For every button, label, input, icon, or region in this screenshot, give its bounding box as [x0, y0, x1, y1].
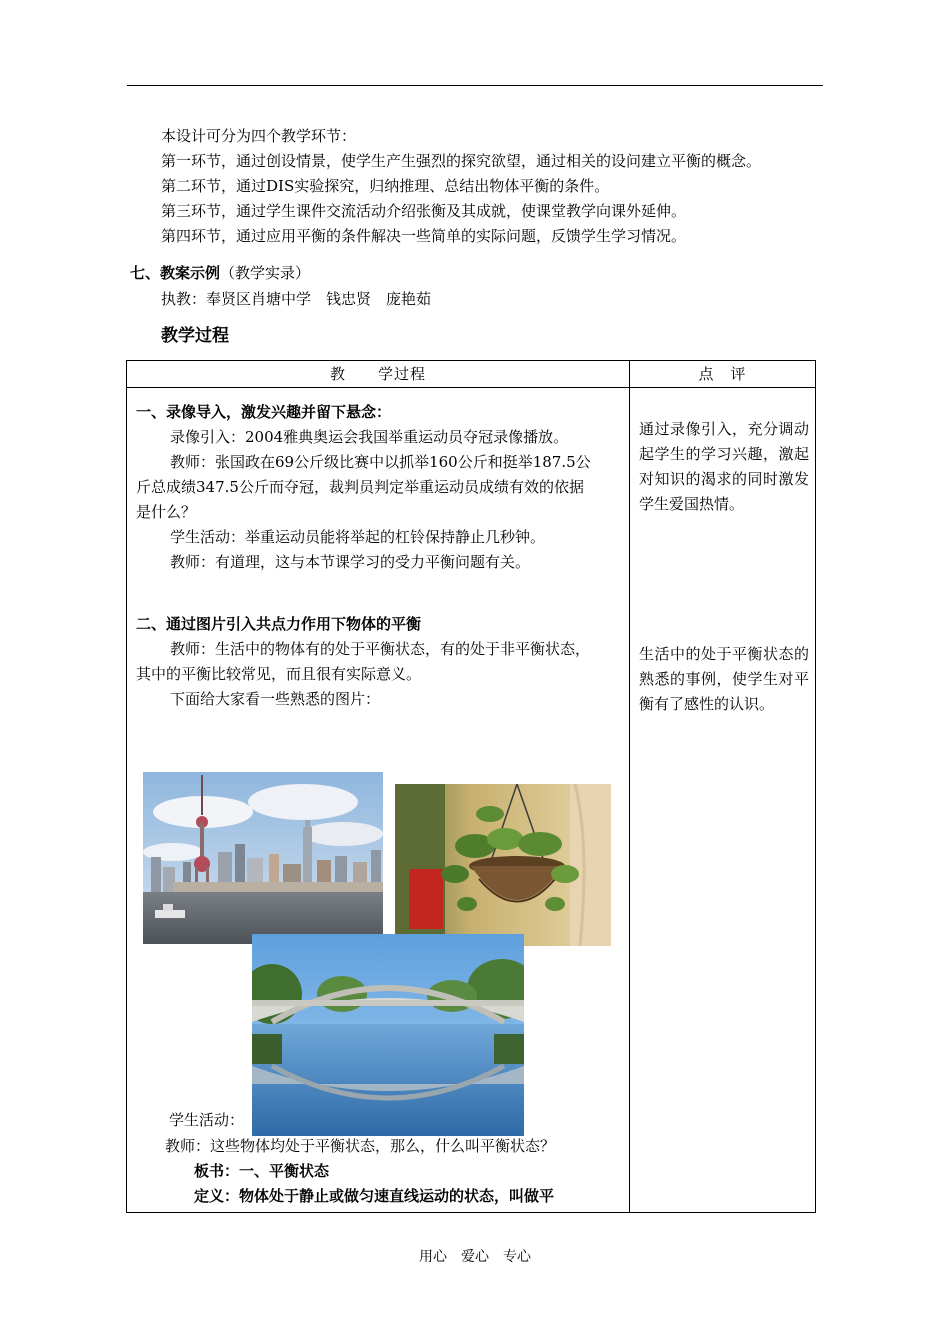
- skyline-photo: [143, 772, 383, 944]
- header-divider: [127, 387, 815, 388]
- board-note: 板书：一、平衡状态: [194, 1162, 330, 1180]
- part2-teacher: 教师：生活中的物体有的处于平衡状态，有的处于非平衡状态，其中的平衡比较常见，而且很有实际意义。: [136, 640, 591, 683]
- process-title: 教学过程: [161, 326, 229, 346]
- header-rule: [127, 85, 823, 86]
- definition-line: 定义：物体处于静止或做匀速直线运动的状态，叫做平: [194, 1187, 555, 1205]
- intro-line: 第一环节，通过创设情景，使学生产生强烈的探究欲望，通过相关的设问建立平衡的概念。: [161, 152, 762, 170]
- part1-student: 学生活动：举重运动员能将举起的杠铃保持静止几秒钟。: [170, 528, 546, 546]
- teachers-line: 执教：奉贤区肖塘中学 钱忠贤 庞艳茹: [161, 290, 432, 308]
- bridge-photo: [252, 934, 524, 1136]
- header-comment: 点 评: [698, 365, 747, 383]
- intro-line: 第三环节，通过学生课件交流活动介绍张衡及其成就，使课堂教学向课外延伸。: [161, 202, 687, 220]
- part1-teacher: 教师：张国政在69公斤级比赛中以抓举160公斤和挺举187.5公斤总成绩347.5公斤而夺冠，裁判员判定举重运动员成绩有效的依据是什么？: [136, 453, 591, 521]
- part2-teacher-question: 教师：这些物体均处于平衡状态，那么，什么叫平衡状态？: [165, 1137, 556, 1155]
- column-divider: [629, 361, 630, 1212]
- part1-video: 录像引入：2004雅典奥运会我国举重运动员夺冠录像播放。: [170, 428, 569, 446]
- part1-teacher-reply: 教师：有道理，这与本节课学习的受力平衡问题有关。: [170, 553, 531, 571]
- comment-1: 通过录像引入，充分调动起学生的学习兴趣，激起对知识的渴求的同时激发学生爱国热情。: [639, 420, 809, 513]
- header-process: 教 学过程: [329, 365, 426, 383]
- intro-line: 本设计可分为四个教学环节：: [161, 127, 357, 145]
- comment-2: 生活中的处于平衡状态的熟悉的事例，使学生对平衡有了感性的认识。: [639, 645, 809, 713]
- plant-photo: [395, 784, 611, 946]
- section-7-subtitle: （教学实录）: [220, 264, 311, 282]
- section-7-title: 七、教案示例: [130, 264, 221, 282]
- intro-line: 第四环节，通过应用平衡的条件解决一些简单的实际问题，反馈学生学习情况。: [161, 227, 687, 245]
- page-footer: 用心 爱心 专心: [419, 1249, 531, 1265]
- section-7-heading: [130, 261, 310, 286]
- part2-student-activity: 学生活动：: [169, 1111, 245, 1129]
- part1-block: [136, 400, 594, 575]
- part1-heading: 一、录像导入，激发兴趣并留下悬念：: [136, 403, 392, 421]
- intro-line: 第二环节，通过DIS实验探究，归纳推理、总结出物体平衡的条件。: [161, 177, 610, 195]
- part2-heading: 二、通过图片引入共点力作用下物体的平衡: [136, 615, 422, 633]
- part2-pictures-intro: 下面给大家看一些熟悉的图片：: [170, 690, 381, 708]
- part2-block: [136, 612, 594, 712]
